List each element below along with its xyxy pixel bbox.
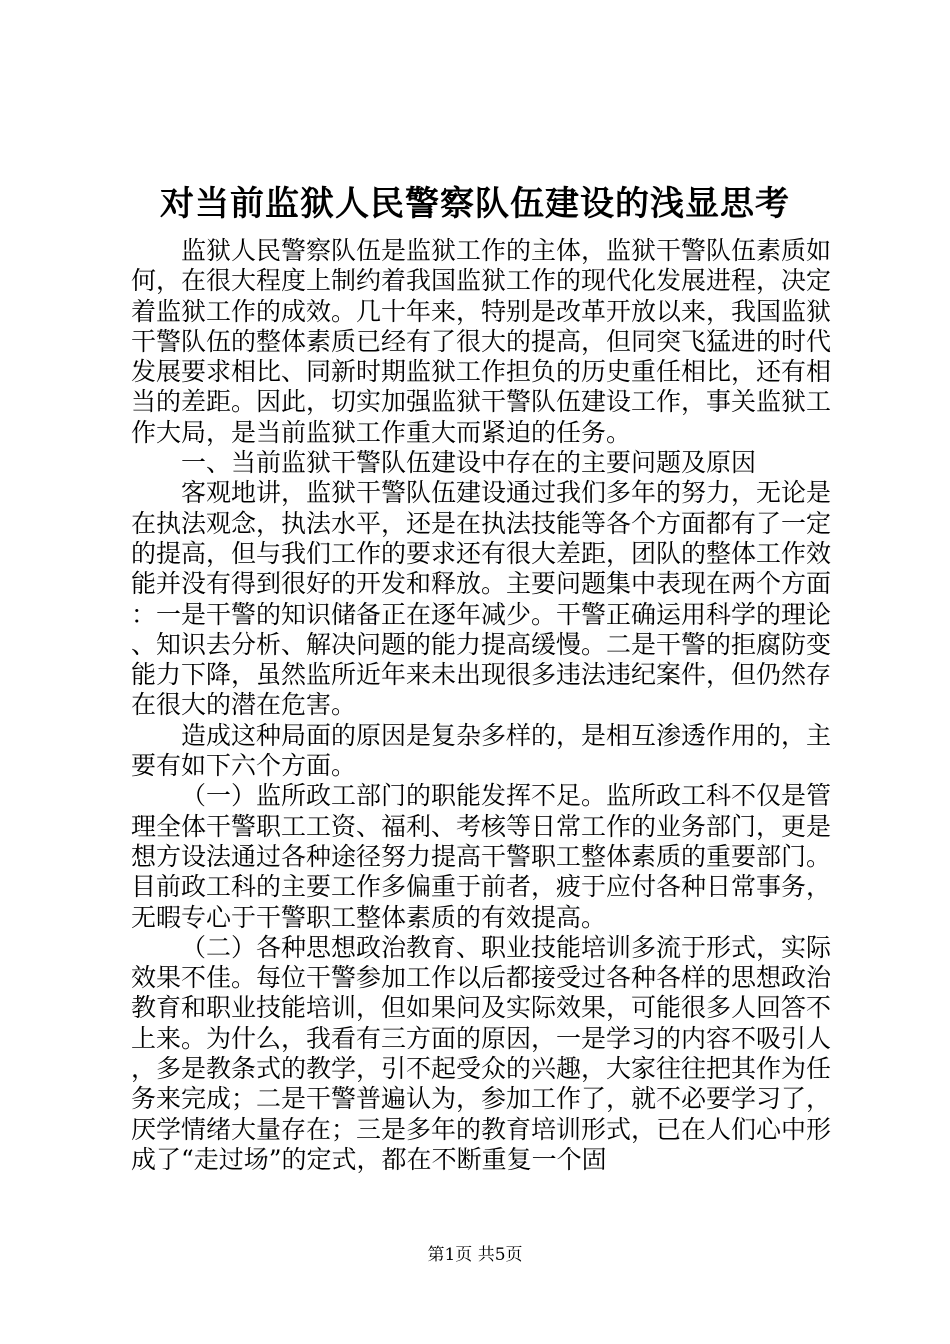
paragraph-problems: 客观地讲，监狱干警队伍建设通过我们多年的努力，无论是在执法观念，执法水平，还是在执法技能等各个方面都有了一定的提高，但与我们工作的要求还有很大差距，团队的整体工作效能并没有得到很好的开发和释放。主要问题集中表现在两个方面：一是干警的知识储备正在逐年减少。干警正确运用科学的理论、知识去分析、解决问题的能力提高缓慢。二是干警的拒腐防变能力下降，虽然监所近年来未出现很多违法违纪案件，但仍然存在很大的潜在危害。 xyxy=(131,478,832,720)
document-body xyxy=(131,236,831,1175)
paragraph-causes-intro: 造成这种局面的原因是复杂多样的，是相互渗透作用的，主要有如下六个方面。 xyxy=(131,720,832,781)
paragraph-intro: 监狱人民警察队伍是监狱工作的主体，监狱干警队伍素质如何，在很大程度上制约着我国监狱工作的现代化发展进程，决定着监狱工作的成效。几十年来，特别是改革开放以来，我国监狱干警队伍的整体素质已经有了很大的提高，但同突飞猛进的时代发展要求相比、同新时期监狱工作担负的历史重任相比，还有相当的差距。因此，切实加强监狱干警队伍建设工作，事关监狱工作大局，是当前监狱工作重大而紧迫的任务。 xyxy=(131,236,832,447)
section-heading-1: 一、当前监狱干警队伍建设中存在的主要问题及原因 xyxy=(181,448,757,478)
page-number: 第1页 共5页 xyxy=(427,1245,523,1265)
paragraph-cause-1: （一）监所政工部门的职能发挥不足。监所政工科不仅是管理全体干警职工工资、福利、考核等日常工作的业务部门，更是想方设法通过各种途径努力提高干警职工整体素质的重要部门。目前政工科的主要工作多偏重于前者，疲于应付各种日常事务，无暇专心于干警职工整体素质的有效提高。 xyxy=(131,781,832,932)
document-title: 对当前监狱人民警察队伍建设的浅显思考 xyxy=(160,184,790,224)
paragraph-cause-2: （二）各种思想政治教育、职业技能培训多流于形式，实际效果不佳。每位干警参加工作以后都接受过各种各样的思想政治教育和职业技能培训，但如果问及实际效果，可能很多人回答不上来。为什么，我看有三方面的原因，一是学习的内容不吸引人，多是教条式的教学，引不起受众的兴趣，大家往往把其作为任务来完成；二是干警普遍认为，参加工作了，就不必要学习了，厌学情绪大量存在；三是多年的教育培训形式，已在人们心中形成了“走过场”的定式，都在不断重复一个固 xyxy=(131,932,832,1174)
